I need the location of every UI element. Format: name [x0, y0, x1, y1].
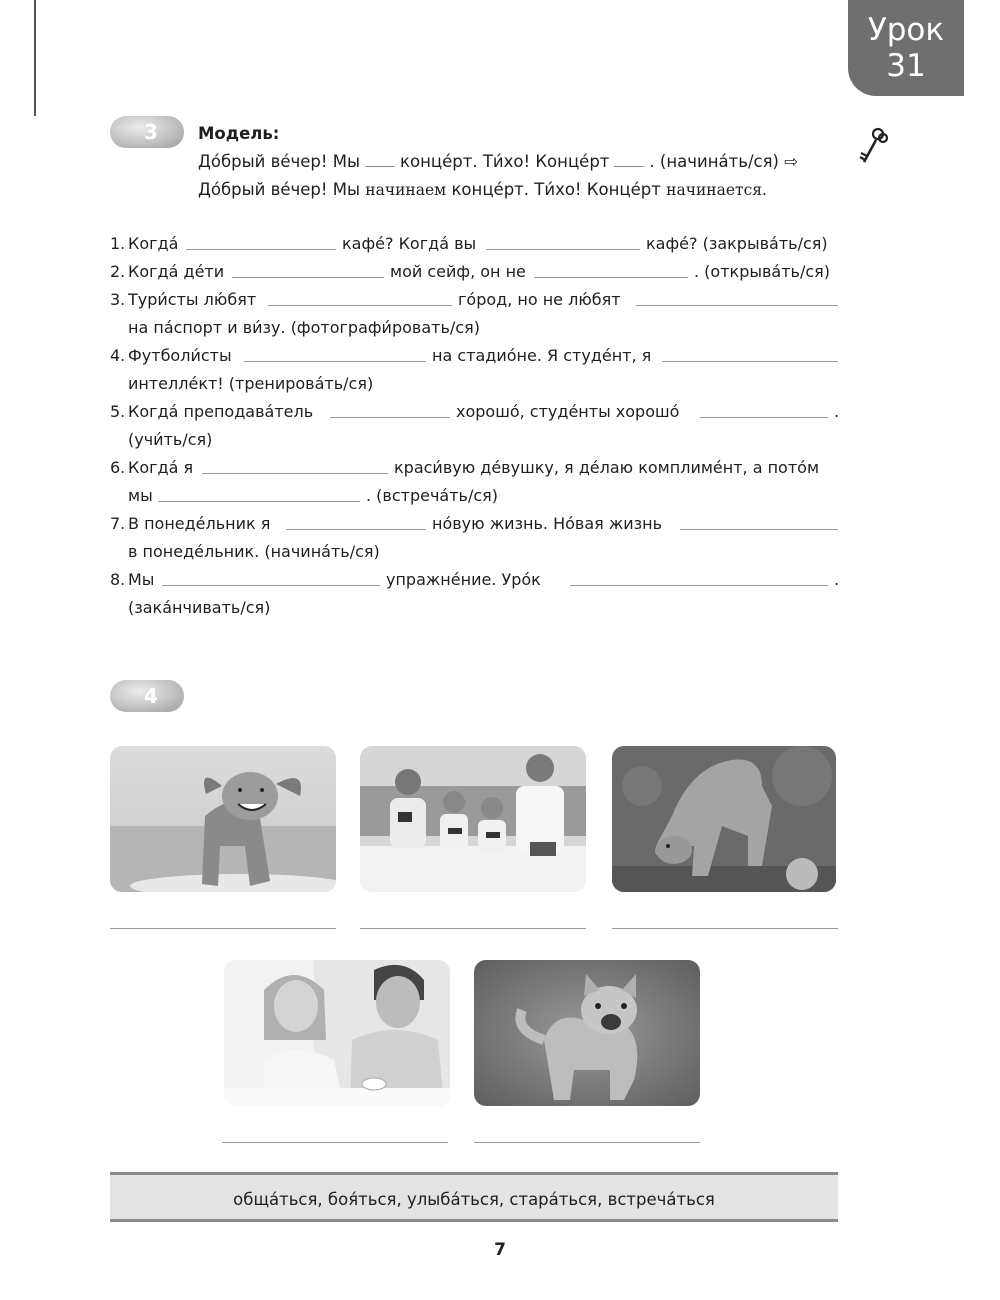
photo-family-gadgets [360, 746, 586, 892]
item-number: 3. [110, 290, 126, 309]
item-text: хорошо́, студе́нты хорошо́ [456, 402, 680, 421]
photo-scared-kitten [474, 960, 700, 1106]
lesson-number: 31 [886, 48, 926, 84]
lesson-word: Урок [867, 12, 945, 48]
page-number: 7 [494, 1240, 506, 1260]
exercise-item-2 [110, 258, 840, 286]
item-number: 4. [110, 346, 126, 365]
model-line-2 [198, 176, 798, 204]
item-text: . (встреча́ть/ся) [366, 486, 499, 505]
item-text: на па́спорт и ви́зу. (фотографи́ровать/ся) [128, 318, 480, 337]
item-text: кафе́? Когда́ вы [342, 234, 477, 253]
item-text: в понеде́льник. (начина́ть/ся) [128, 542, 380, 561]
exercise-item-4 [110, 342, 840, 370]
model-blank [614, 165, 644, 167]
item-text: мы [128, 486, 153, 505]
exercise-item-1 [110, 230, 840, 258]
exercise-3-items [110, 230, 840, 622]
word-bank [110, 1172, 838, 1222]
model-text: конце́рт. Ти́хо! Конце́рт [400, 152, 610, 171]
item-text: интелле́кт! (тренирова́ть/ся) [128, 374, 374, 393]
exercise-item-7-cont [110, 538, 840, 566]
item-text: В понеде́льник я [128, 514, 271, 533]
answer-blank[interactable] [570, 585, 828, 586]
exercise-item-3-cont [110, 314, 840, 342]
answer-line[interactable] [474, 1142, 700, 1143]
answer-blank[interactable] [268, 305, 452, 306]
item-text: го́род, но не лю́бят [458, 290, 621, 309]
item-number: 1. [110, 234, 126, 253]
exercise-4-badge: 4 [110, 680, 184, 712]
item-number: 8. [110, 570, 126, 589]
exercise-item-8-cont [110, 594, 840, 622]
model-title: Модель: [198, 124, 280, 143]
answer-blank[interactable] [700, 417, 828, 418]
exercise-item-6-cont [110, 482, 840, 510]
item-text: Когда́ я [128, 458, 194, 477]
answer-blank[interactable] [158, 501, 360, 502]
item-text: краси́вую де́вушку, я де́лаю комплиме́нт, а пото́м [394, 458, 820, 477]
key-icon [856, 126, 890, 166]
item-text: . [834, 402, 840, 421]
answer-line[interactable] [110, 928, 336, 929]
photo-smiling-dog [110, 746, 336, 892]
model-text: До́брый ве́чер! Мы [198, 180, 361, 199]
answer-line[interactable] [360, 928, 586, 929]
item-number: 7. [110, 514, 126, 533]
answer-blank[interactable] [486, 249, 640, 250]
item-text: кафе́? (закрыва́ть/ся) [646, 234, 828, 253]
answer-blank[interactable] [244, 361, 426, 362]
exercise-item-5-cont [110, 426, 840, 454]
answer-blank[interactable] [680, 529, 838, 530]
item-text: Когда́ де́ти [128, 262, 225, 281]
item-number: 2. [110, 262, 126, 281]
item-text: (учи́ть/ся) [128, 430, 213, 449]
exercise-item-8 [110, 566, 840, 594]
exercise-item-4-cont [110, 370, 840, 398]
item-number: 5. [110, 402, 126, 421]
item-text: упражне́ние. Уро́к [386, 570, 541, 589]
exercise-item-3 [110, 286, 840, 314]
item-text: но́вую жизнь. Но́вая жизнь [432, 514, 663, 533]
margin-line [34, 0, 36, 116]
model-text: конце́рт. Ти́хо! Конце́рт [451, 180, 661, 199]
answer-blank[interactable] [186, 249, 336, 250]
model-answer: начинаем [365, 181, 447, 199]
photo-circus-bear [612, 746, 836, 892]
item-text: . [834, 570, 840, 589]
answer-line[interactable] [222, 1142, 448, 1143]
answer-blank[interactable] [286, 529, 426, 530]
item-text: Футболи́сты [128, 346, 232, 365]
model-block [198, 120, 798, 204]
item-text: . (открыва́ть/ся) [694, 262, 831, 281]
item-text: мой сейф, он не [390, 262, 526, 281]
exercise-item-5 [110, 398, 840, 426]
answer-blank[interactable] [232, 277, 384, 278]
item-number: 6. [110, 458, 126, 477]
item-text: Когда́ [128, 234, 179, 253]
model-answer: начинается. [666, 181, 767, 199]
item-text: (зака́нчивать/ся) [128, 598, 271, 617]
exercise-item-6 [110, 454, 840, 482]
exercise-3-badge: 3 [110, 116, 184, 148]
answer-blank[interactable] [330, 417, 450, 418]
lesson-tab [848, 0, 964, 96]
answer-blank[interactable] [662, 361, 838, 362]
exercise-item-7 [110, 510, 840, 538]
answer-line[interactable] [612, 928, 838, 929]
photo-couple-talking [224, 960, 450, 1106]
answer-blank[interactable] [534, 277, 688, 278]
model-text: До́брый ве́чер! Мы [198, 152, 361, 171]
item-text: Мы [128, 570, 155, 589]
answer-blank[interactable] [162, 585, 380, 586]
model-text: . (начина́ть/ся) ⇨ [649, 152, 799, 171]
item-text: Когда́ преподава́тель [128, 402, 314, 421]
answer-blank[interactable] [636, 305, 838, 306]
item-text: Тури́сты лю́бят [128, 290, 257, 309]
answer-blank[interactable] [202, 473, 388, 474]
model-blank [365, 165, 395, 167]
item-text: на стадио́не. Я студе́нт, я [432, 346, 652, 365]
model-line-1 [198, 148, 798, 176]
word-bank-text: обща́ться, боя́ться, улыба́ться, стара́ться, встреча́ться [233, 1190, 715, 1209]
